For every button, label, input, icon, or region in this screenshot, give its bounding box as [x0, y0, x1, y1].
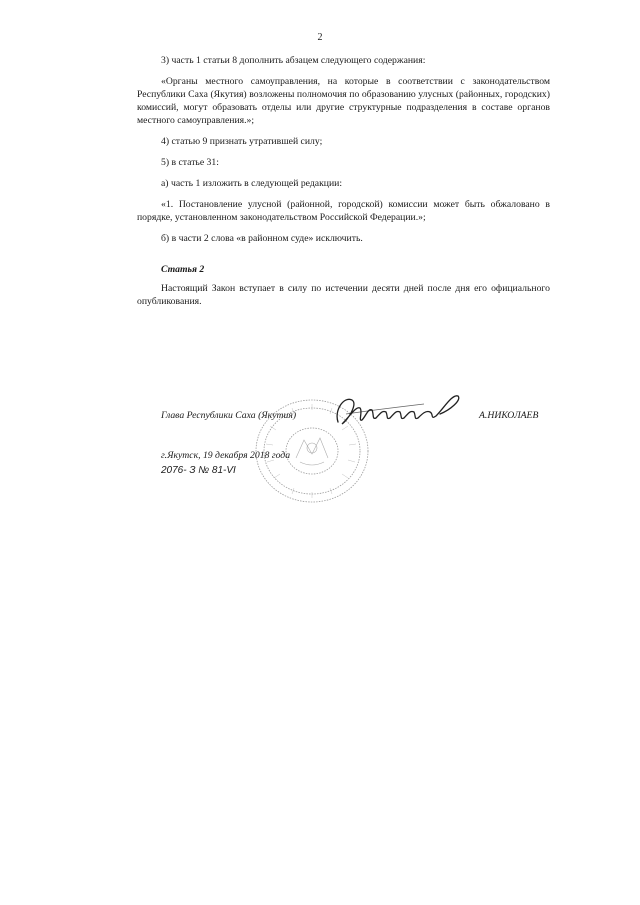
spacer	[137, 253, 550, 263]
amendment-item-5: 5) в статье 31:	[161, 157, 219, 168]
amendment-item-5b: б) в части 2 слова «в районном суде» исключить.	[161, 233, 363, 244]
article-2-text: Настоящий Закон вступает в силу по истечении десяти дней после дня его официального опубликования.	[137, 283, 550, 307]
amendment-item-4: 4) статью 9 признать утратившей силу;	[161, 136, 323, 147]
law-body	[137, 54, 550, 316]
amendment-item-3-text: «Органы местного самоуправления, на которые в соответствии с законодательством Республики Саха (Якутия) возложены полномочия по образованию улусных (районных, городских) комиссий, могут образовать отделы или другие структурные подразделения в составе органов местного самоуправления.»;	[137, 76, 550, 126]
sign-place-date: г.Якутск, 19 декабря 2018 года	[161, 450, 291, 461]
article-2-title: Статья 2	[161, 264, 205, 275]
signer-position: Глава Республики Саха (Якутия)	[161, 410, 297, 421]
amendment-item-5a-text: «1. Постановление улусной (районной, городской) комиссии может быть обжаловано в порядке, установленном законодательством Российской Федерации.»;	[137, 199, 550, 223]
handwritten-signature	[330, 386, 470, 436]
amendment-item-5a: а) часть 1 изложить в следующей редакции:	[161, 178, 343, 189]
page-number: 2	[317, 32, 323, 43]
signer-name: А.НИКОЛАЕВ	[479, 410, 539, 421]
amendment-item-3: 3) часть 1 статьи 8 дополнить абзацем следующего содержания:	[161, 55, 426, 66]
registration-number: 2076- З № 81-VI	[161, 465, 236, 476]
